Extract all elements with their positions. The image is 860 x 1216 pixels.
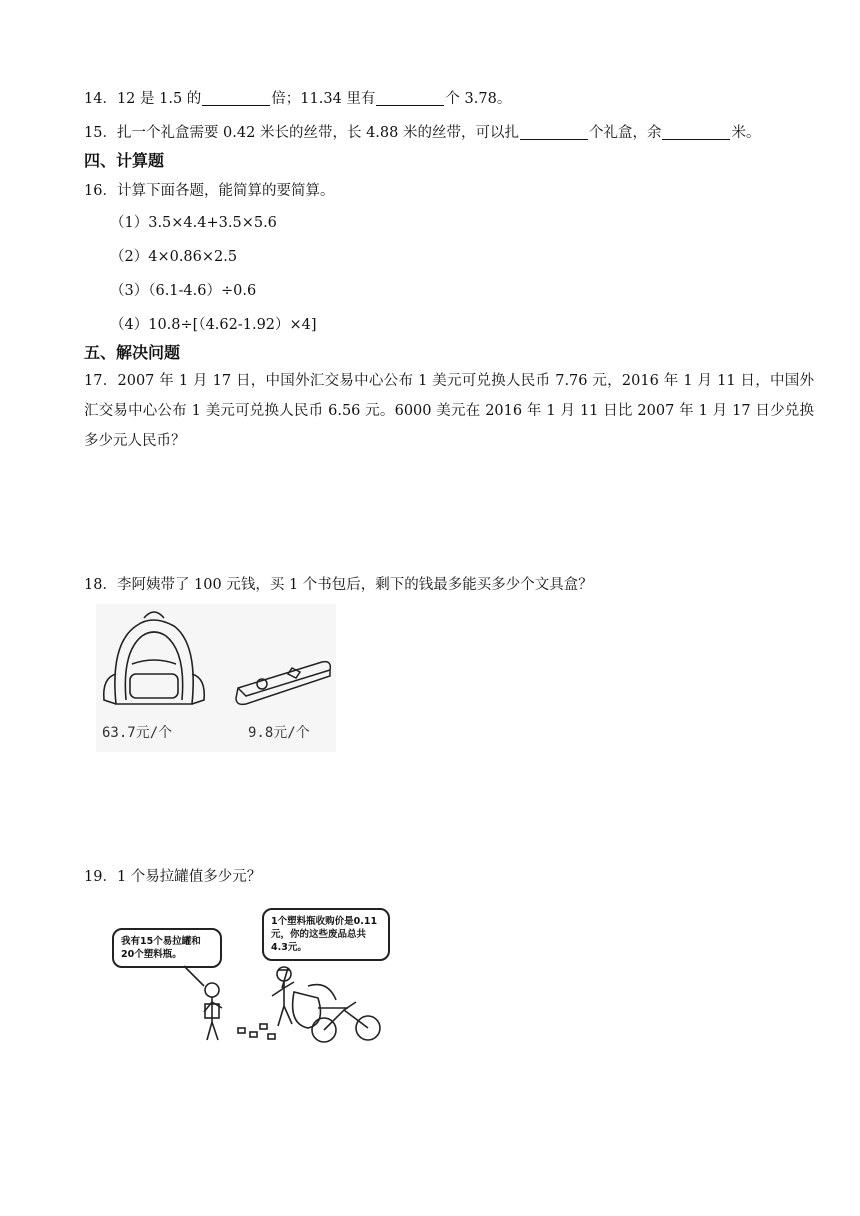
answer-blank[interactable] <box>202 89 270 106</box>
question-18: 18．李阿姨带了 100 元钱，买 1 个书包后，剩下的钱最多能买多少个文具盒？ <box>84 577 593 593</box>
speech-bubble-collector: 1个塑料瓶收购价是0.11元，你的这些废品总共4.3元。 <box>262 908 390 961</box>
sack-icon <box>308 985 336 1000</box>
calc-item-4: （4）10.8÷[（4.62-1.92）×4] <box>110 317 317 333</box>
answer-blank[interactable] <box>520 123 588 140</box>
section-heading-problem-solving: 五、解决问题 <box>84 343 181 362</box>
motorcycle-icon <box>312 1002 380 1042</box>
bubble-tail <box>282 968 288 988</box>
pencil-box-icon <box>236 662 330 705</box>
question-14: 14．12 是 1.5 的 倍；11.34 里有 个 3.78。 <box>84 91 512 107</box>
question-16: 16．计算下面各题，能简算的要简算。 <box>84 183 335 199</box>
question-number: 16． <box>84 183 117 199</box>
cans-icon <box>238 1024 275 1039</box>
question-number: 14． <box>84 91 117 107</box>
question-17: 17．2007 年 1 月 17 日，中国外汇交易中心公布 1 美元可兑换人民币 7.76 元，2016 年 1 月 11 日，中国外汇交易中心公布 1 美元可兑换人民币 6.56 元。6000 美元在 2016 年 1 月 11 日比 2007 年 1 月 17 日少兑换多少元人民币？ <box>84 373 814 449</box>
recycling-scene-illustration <box>112 904 402 1050</box>
question-number: 19． <box>84 869 117 885</box>
section-heading-calculation: 四、计算题 <box>84 151 165 170</box>
question-15: 15．扎一个礼盒需要 0.42 米长的丝带，长 4.88 米的丝带，可以扎 个礼盒，余 米。 <box>84 125 761 141</box>
stationery-figure <box>96 604 336 752</box>
answer-blank[interactable] <box>662 123 730 140</box>
sack-icon <box>293 992 321 1028</box>
question-19: 19．1 个易拉罐值多少元？ <box>84 869 262 885</box>
calc-item-1: （1）3.5×4.4+3.5×5.6 <box>110 215 277 231</box>
boy-figure <box>204 983 222 1040</box>
backpack-price-label: 63.7元/个 <box>102 725 173 741</box>
speech-bubble-boy: 我有15个易拉罐和20个塑料瓶。 <box>112 928 222 968</box>
answer-blank[interactable] <box>376 89 444 106</box>
backpack-icon <box>104 612 205 704</box>
collector-figure <box>272 967 294 1026</box>
calc-item-3: （3）（6.1-4.6）÷0.6 <box>110 283 257 299</box>
pencilbox-price-label: 9.8元/个 <box>248 725 310 741</box>
question-number: 17． <box>84 373 118 389</box>
question-number: 15． <box>84 125 117 141</box>
bubble-tail <box>184 966 204 986</box>
question-number: 18． <box>84 577 117 593</box>
recycling-figure <box>112 904 402 1050</box>
calc-item-2: （2）4×0.86×2.5 <box>110 249 238 265</box>
